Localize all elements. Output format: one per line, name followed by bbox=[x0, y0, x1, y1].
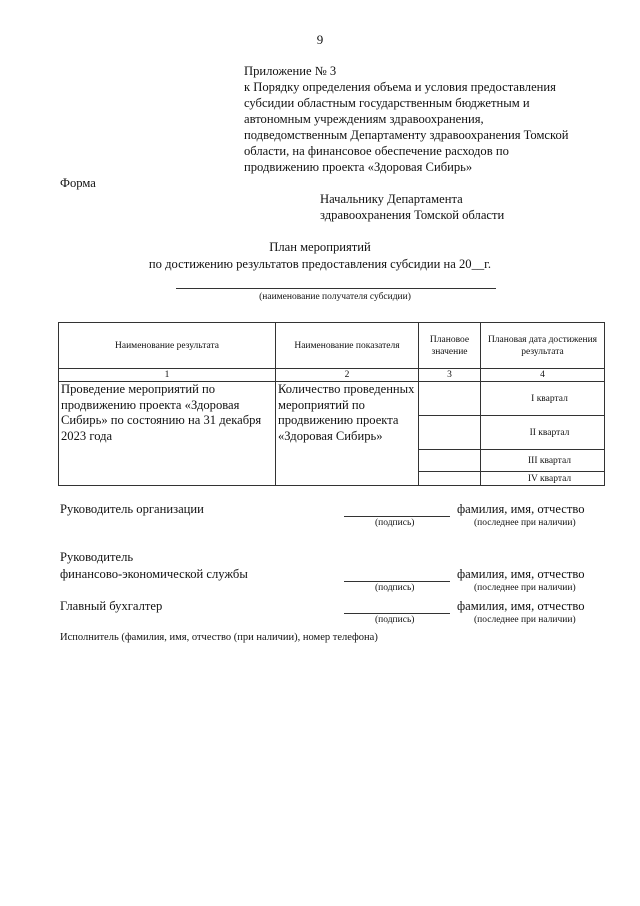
result-name: Проведение мероприятий по продвижению проекта «Здоровая Сибирь» по состоянию на 31 декабря 2023 года bbox=[61, 382, 262, 443]
table-header-row bbox=[59, 323, 605, 369]
head-signature-line[interactable] bbox=[344, 516, 450, 517]
appendix-line: автономным учреждениям здравоохранения, bbox=[244, 112, 484, 126]
planned-value-cell[interactable] bbox=[419, 416, 481, 450]
column-number: 3 bbox=[419, 369, 481, 382]
plan-subtitle: по достижению результатов предоставления субсидии на 20__г. bbox=[148, 257, 492, 271]
quarter-label: I квартал bbox=[531, 393, 568, 404]
result-name-cell bbox=[59, 382, 276, 486]
quarter-cell bbox=[481, 382, 605, 416]
header-planned-value: Плановое значение bbox=[419, 323, 481, 369]
results-table bbox=[58, 322, 605, 486]
appendix-line: к Порядку определения объема и условия предоставления bbox=[244, 80, 556, 94]
finance-head-signature-line[interactable] bbox=[344, 581, 450, 582]
chief-accountant-signature-caption: (подпись) bbox=[375, 615, 415, 625]
appendix-heading bbox=[244, 63, 614, 175]
appendix-line: продвижению проекта «Здоровая Сибирь» bbox=[244, 160, 473, 174]
finance-head-signature-caption: (подпись) bbox=[375, 583, 415, 593]
chief-accountant-signature-line[interactable] bbox=[344, 613, 450, 614]
header-result-name: Наименование результата bbox=[59, 323, 276, 369]
column-number: 1 bbox=[59, 369, 276, 382]
planned-value-cell[interactable] bbox=[419, 450, 481, 472]
appendix-line: Приложение № 3 bbox=[244, 64, 337, 78]
header-planned-date: Плановая дата достижения результата bbox=[481, 323, 605, 369]
form-label: Форма bbox=[60, 176, 96, 190]
finance-head-label-1: Руководитель bbox=[60, 550, 134, 564]
finance-head-name-placeholder: фамилия, имя, отчество bbox=[457, 567, 585, 581]
chief-accountant-name-caption: (последнее при наличии) bbox=[474, 615, 576, 625]
recipient-caption: (наименование получателя субсидии) bbox=[259, 292, 411, 302]
chief-accountant-label: Главный бухгалтер bbox=[60, 599, 163, 613]
head-name-placeholder: фамилия, имя, отчество bbox=[457, 502, 585, 516]
column-number-row bbox=[59, 369, 605, 382]
addressee-line-2: здравоохранения Томской области bbox=[320, 208, 505, 222]
column-number: 2 bbox=[276, 369, 419, 382]
finance-head-label-2: финансово-экономической службы bbox=[60, 567, 248, 581]
quarter-cell bbox=[481, 450, 605, 472]
plan-title: План мероприятий bbox=[269, 240, 371, 254]
recipient-name-line[interactable] bbox=[176, 288, 496, 289]
executor-line: Исполнитель (фамилия, имя, отчество (при наличии), номер телефона) bbox=[60, 632, 378, 643]
header-indicator-name: Наименование показателя bbox=[276, 323, 419, 369]
head-label: Руководитель организации bbox=[60, 502, 204, 516]
addressee bbox=[320, 191, 504, 223]
head-signature-caption: (подпись) bbox=[375, 518, 415, 528]
planned-value-cell[interactable] bbox=[419, 472, 481, 486]
indicator-name: Количество проведенных мероприятий по продвижению проекта «Здоровая Сибирь» bbox=[278, 382, 415, 443]
head-name-caption: (последнее при наличии) bbox=[474, 518, 576, 528]
quarter-label: IV квартал bbox=[527, 473, 572, 484]
appendix-line: подведомственным Департаменту здравоохранения Томской bbox=[244, 128, 569, 142]
finance-head-name-caption: (последнее при наличии) bbox=[474, 583, 576, 593]
quarter-cell bbox=[481, 416, 605, 450]
quarter-cell bbox=[481, 472, 605, 486]
planned-value-cell[interactable] bbox=[419, 382, 481, 416]
page-number: 9 bbox=[316, 32, 324, 47]
table-row bbox=[59, 382, 605, 416]
addressee-line-1: Начальнику Департамента bbox=[320, 192, 463, 206]
indicator-name-cell bbox=[276, 382, 419, 486]
quarter-label: III квартал bbox=[528, 455, 571, 466]
appendix-line: субсидии областным государственным бюджетным и bbox=[244, 96, 530, 110]
column-number: 4 bbox=[481, 369, 605, 382]
appendix-line: области, на финансовое обеспечение расходов по bbox=[244, 144, 509, 158]
chief-accountant-name-placeholder: фамилия, имя, отчество bbox=[457, 599, 585, 613]
quarter-label: II квартал bbox=[529, 427, 570, 438]
